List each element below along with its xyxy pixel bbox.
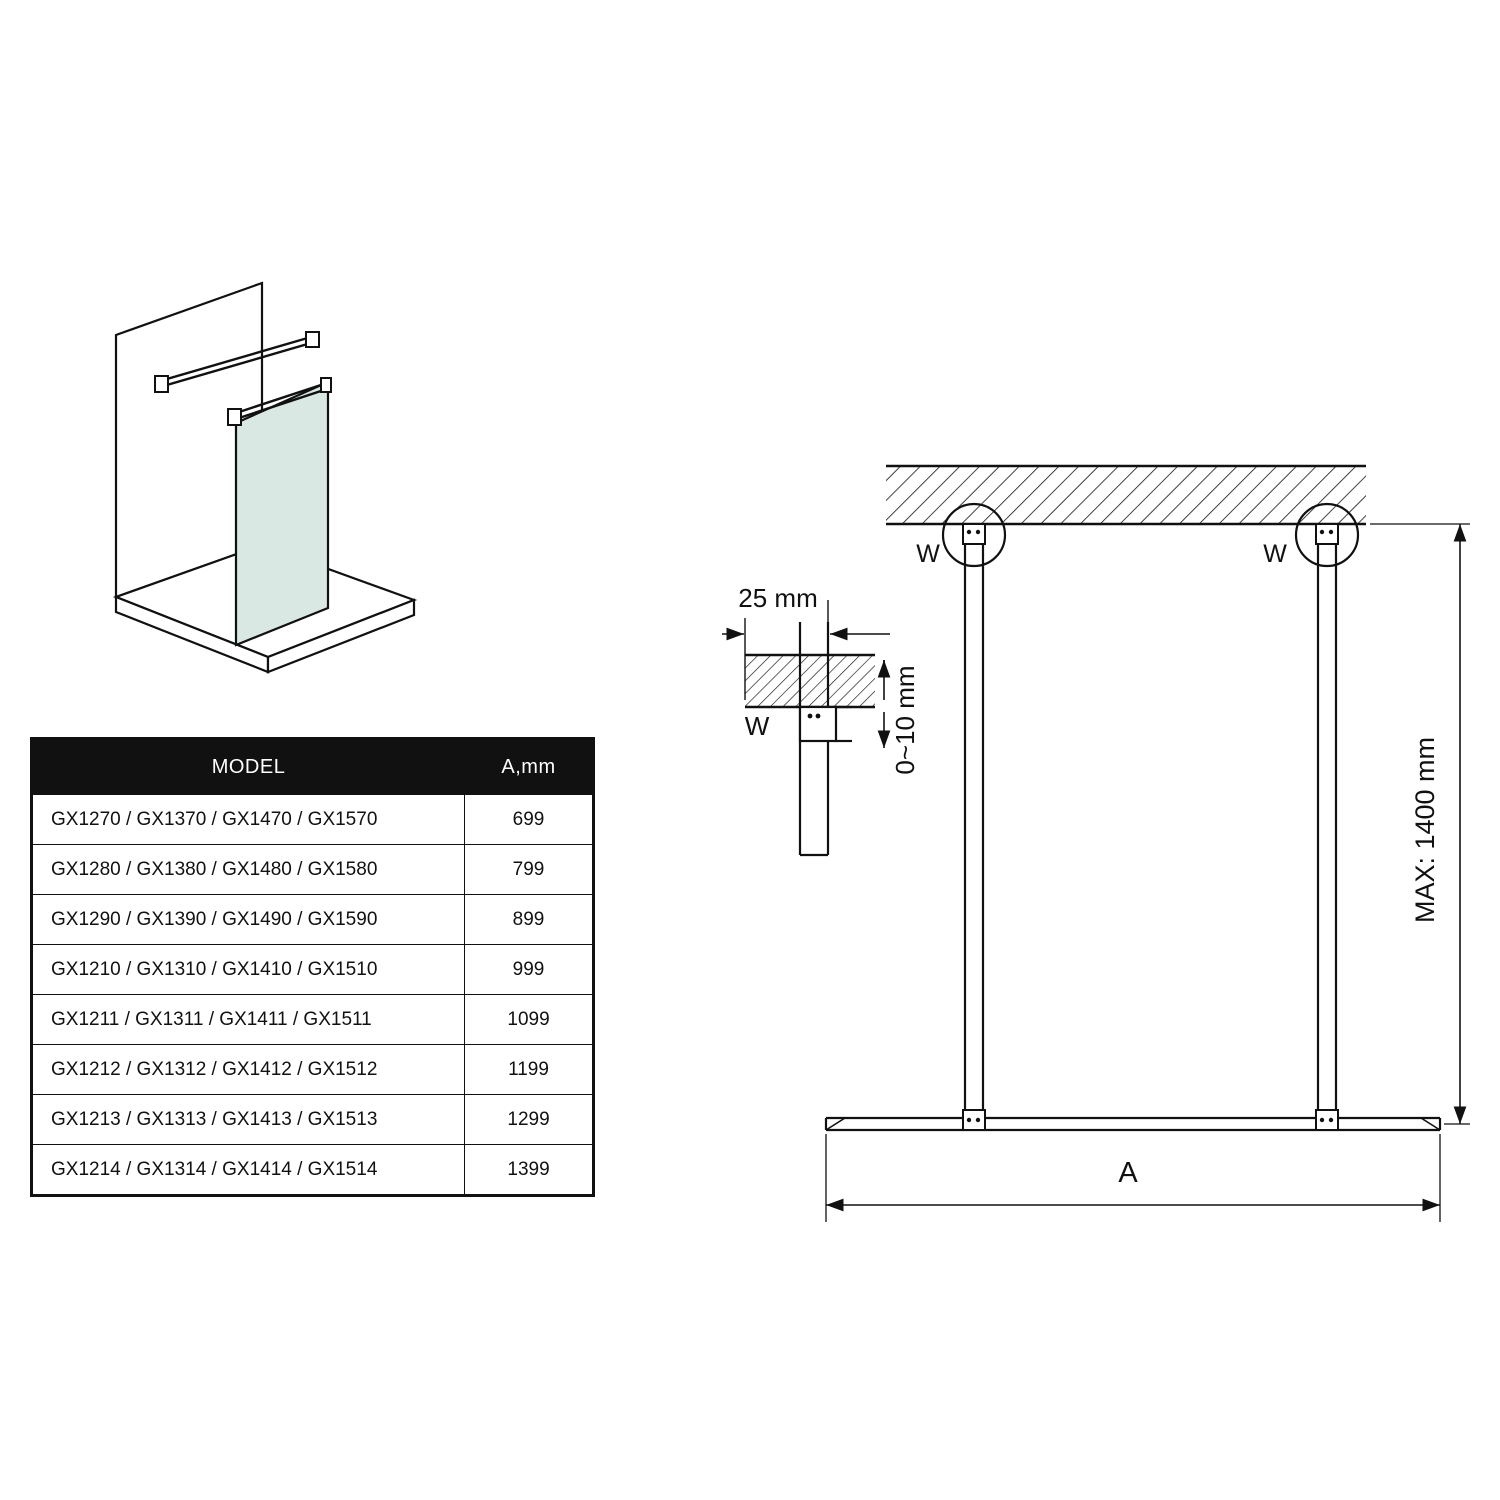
model-spec-table: [30, 737, 595, 1197]
dimension-thickness: 25 mm: [738, 583, 818, 613]
isometric-view: [116, 283, 414, 672]
cell-model: GX1270 / GX1370 / GX1470 / GX1570: [32, 795, 465, 845]
dimension-gap: 0~10 mm: [890, 665, 920, 775]
dimension-max-height: MAX: 1400 mm: [1410, 736, 1440, 924]
column-header-model: MODEL: [32, 739, 465, 795]
cell-model: GX1212 / GX1312 / GX1412 / GX1512: [32, 1045, 465, 1095]
cell-model: GX1290 / GX1390 / GX1490 / GX1590: [32, 895, 465, 945]
front-elevation-view: [826, 466, 1470, 1222]
cell-model: GX1213 / GX1313 / GX1413 / GX1513: [32, 1095, 465, 1145]
cell-a-value: 1399: [465, 1145, 594, 1196]
table-row: [32, 1045, 594, 1095]
table-header-row: [32, 739, 594, 795]
bracket-right-label: W: [1263, 540, 1287, 568]
dimension-width: A: [1118, 1157, 1138, 1189]
table-row: [32, 845, 594, 895]
cell-model: GX1211 / GX1311 / GX1411 / GX1511: [32, 995, 465, 1045]
cell-model: GX1210 / GX1310 / GX1410 / GX1510: [32, 945, 465, 995]
table-row: [32, 995, 594, 1045]
bracket-left-label: W: [916, 540, 940, 568]
cell-model: GX1280 / GX1380 / GX1480 / GX1580: [32, 845, 465, 895]
column-header-a: A,mm: [465, 739, 594, 795]
cell-a-value: 699: [465, 795, 594, 845]
cell-a-value: 1099: [465, 995, 594, 1045]
table-row: [32, 945, 594, 995]
table-row: [32, 1095, 594, 1145]
cell-a-value: 999: [465, 945, 594, 995]
table-row: [32, 795, 594, 845]
cell-a-value: 1199: [465, 1045, 594, 1095]
table-row: [32, 1145, 594, 1196]
detail-bracket-label: W: [744, 711, 770, 741]
cell-model: GX1214 / GX1314 / GX1414 / GX1514: [32, 1145, 465, 1196]
table-row: [32, 895, 594, 945]
side-detail-view: [722, 583, 920, 855]
cell-a-value: 899: [465, 895, 594, 945]
cell-a-value: 799: [465, 845, 594, 895]
cell-a-value: 1299: [465, 1095, 594, 1145]
